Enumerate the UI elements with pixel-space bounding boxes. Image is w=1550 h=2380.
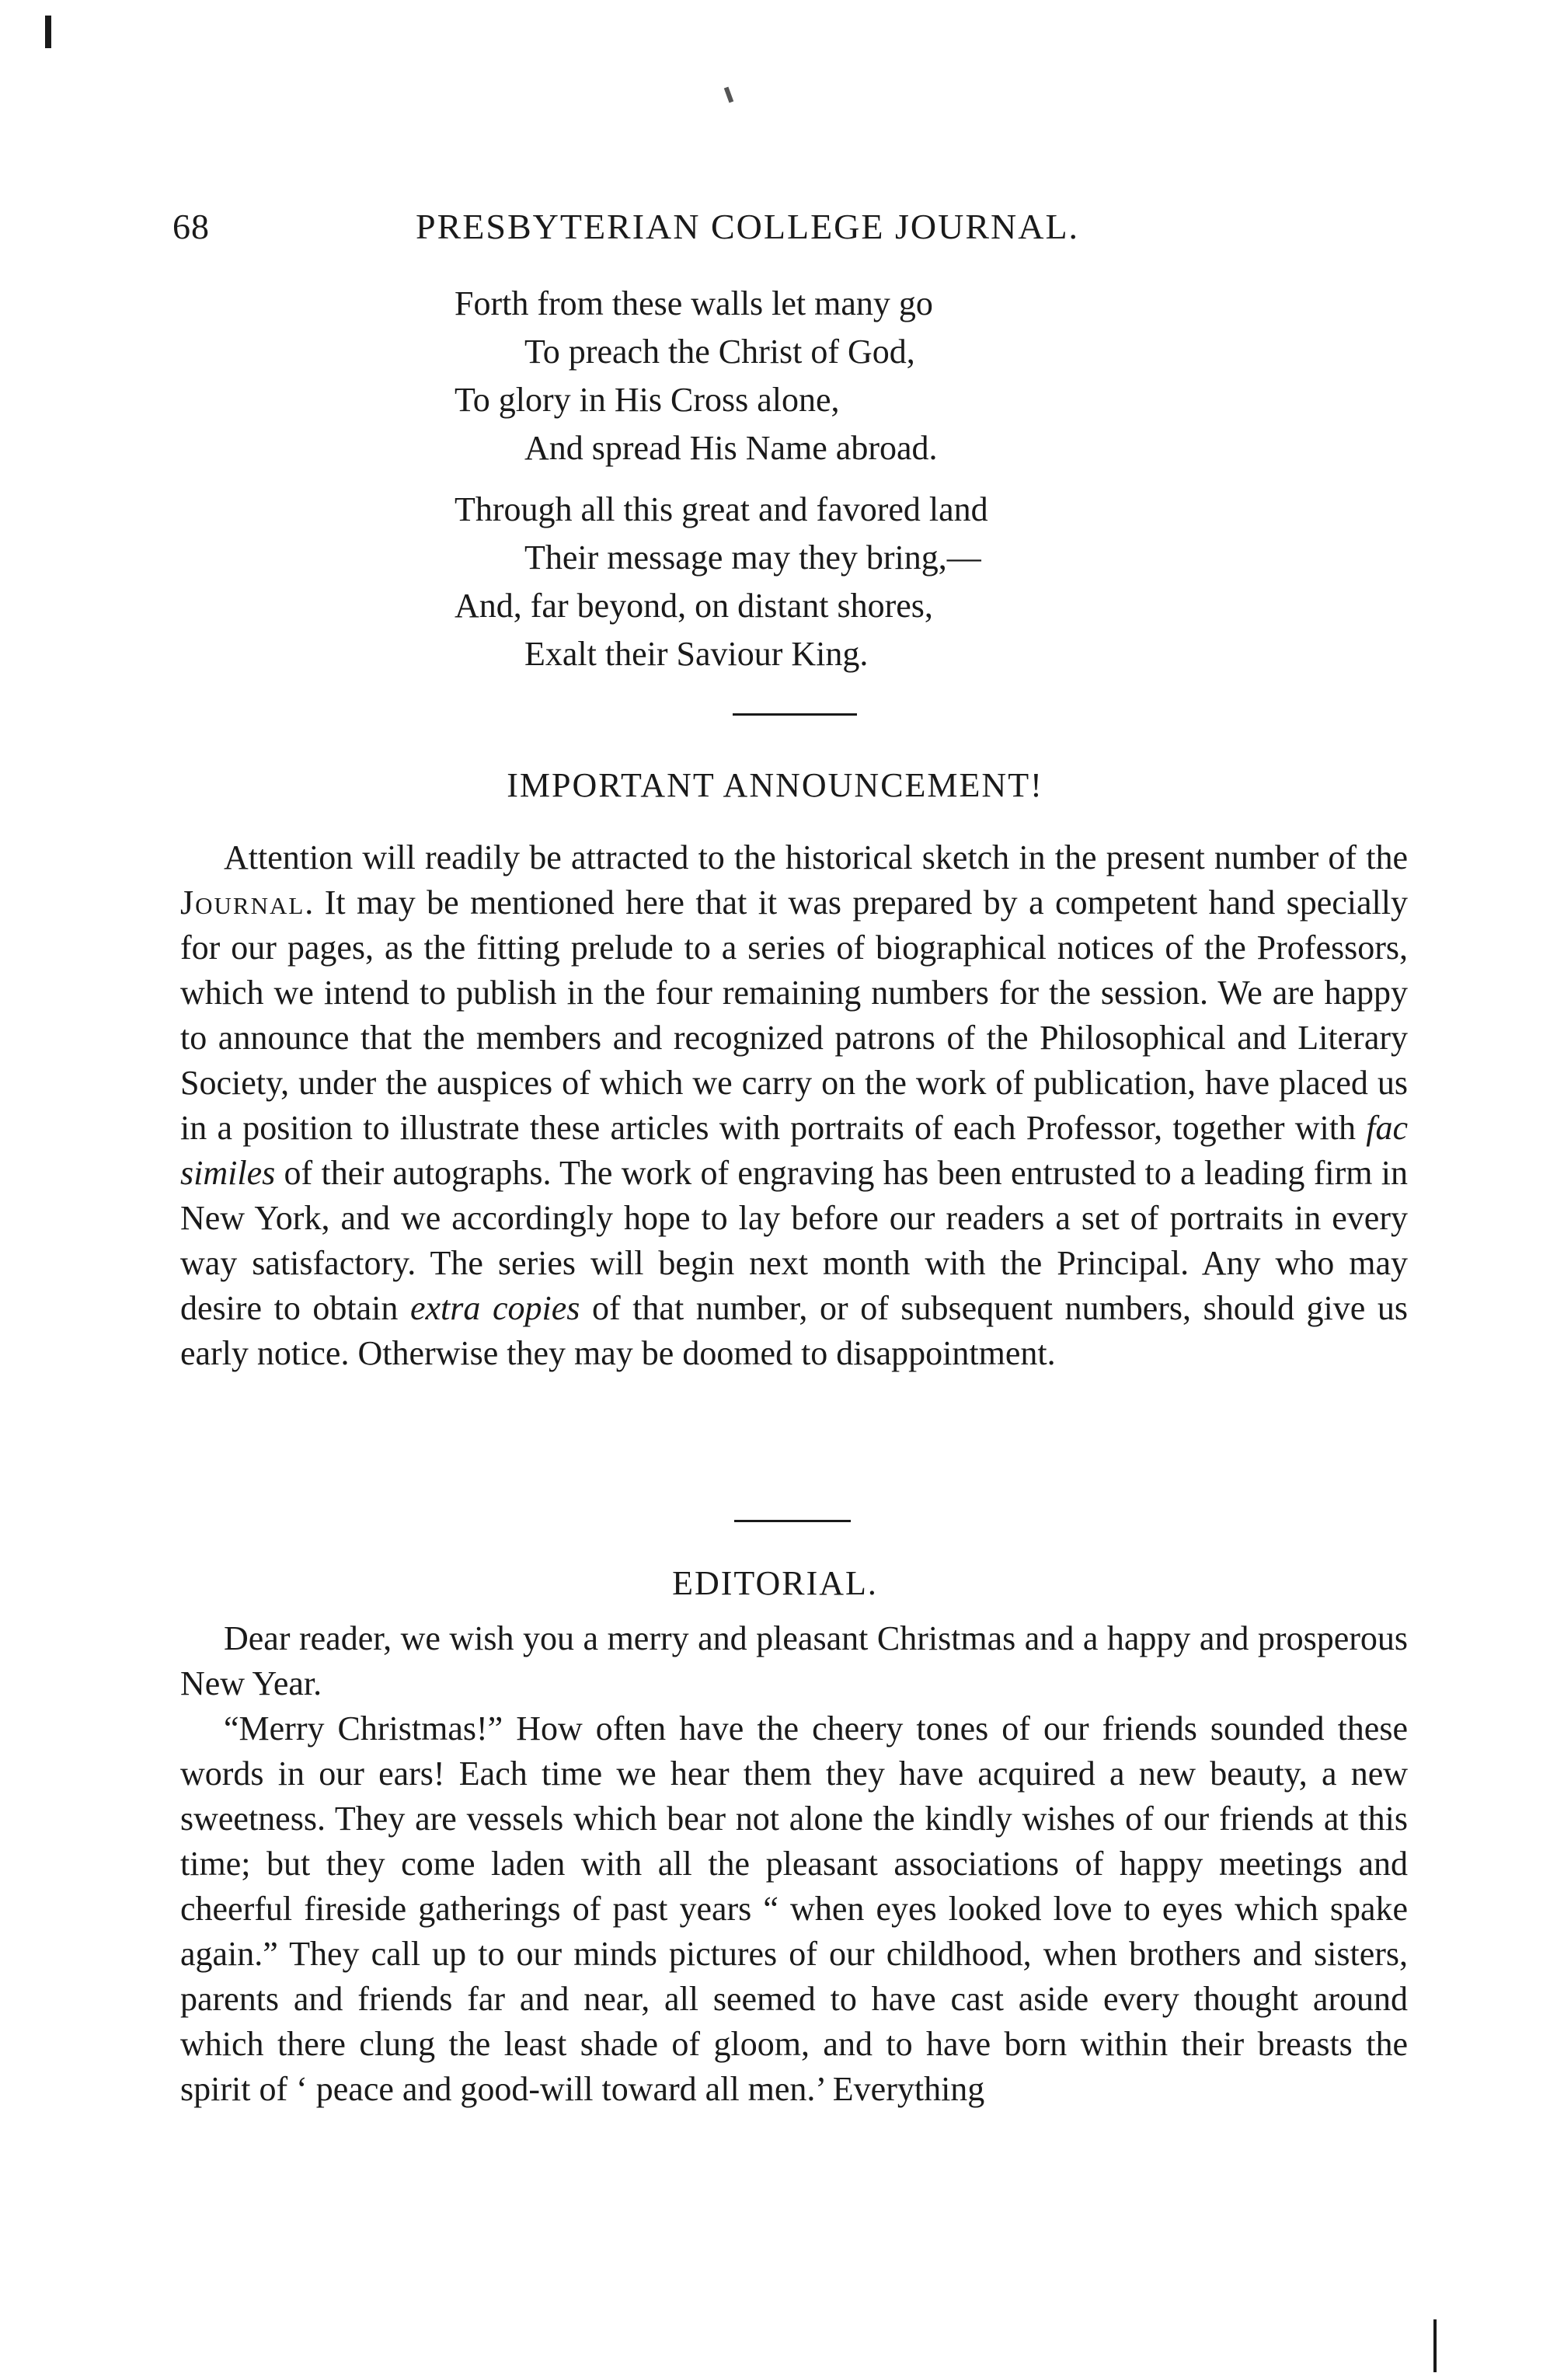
announcement-paragraph	[180, 835, 1408, 1376]
section-divider	[734, 1520, 851, 1522]
poem-line: Their message may they bring,—	[524, 538, 981, 577]
scan-speck	[724, 87, 733, 103]
page-header	[0, 206, 1550, 260]
poem-stanza	[455, 486, 988, 678]
journal-word: Journal	[180, 883, 305, 922]
editorial-paragraph: “Merry Christmas!” How often have the cheery tones of our friends sounded these words in our ears! Each time we hear them they have acquired a new beauty, a new sweetness. They are vessels which bear not alone the kindly wishes of our friends at this time; but they come laden with all the pleasant associations of happy meetings and cheerful fireside gatherings of past years “ when eyes looked love to eyes which spake again.” They call up to our minds pictures of our childhood, when brothers and sisters, parents and friends far and near, all seemed to have cast aside every thought around which there clung the least shade of gloom, and to have born within their breasts the spirit of ‘ peace and good-will toward all men.’ Everything	[180, 1709, 1408, 2108]
poem-line: And, far beyond, on distant shores,	[455, 587, 933, 625]
page-number: 68	[172, 207, 210, 246]
poem-line: To glory in His Cross alone,	[455, 381, 840, 419]
editorial-paragraph: Dear reader, we wish you a merry and pleasant Christmas and a happy and prosperous New Year.	[180, 1619, 1408, 1702]
poem-stanza	[455, 280, 938, 472]
editorial-heading: EDITORIAL.	[672, 1564, 878, 1602]
scan-mark	[45, 16, 51, 48]
announcement-text: of their autographs. The work of engraving has been entrusted to a leading firm in New York, and we accordingly hope to lay before our readers a set of portraits in every way satisfactory. The series will begin next month with the Principal. Any who may desire to obtain	[180, 1154, 1408, 1327]
poem-line: Exalt their Saviour King.	[524, 635, 869, 673]
editorial-body	[180, 1616, 1408, 2112]
announcement-text: . It may be mentioned here that it was prepared by a competent hand specially for our pages, as the fitting prelude to a series of biographical notices of the Professors, which we intend to publish in the four remaining numbers for the session. We are happy to announce that the members and recognized patrons of the Philosophical and Literary Society, under the auspices of which we carry on the work of publication, have placed us in a position to illustrate these articles with portraits of each Professor, together with	[180, 883, 1408, 1147]
poem-line: To preach the Christ of God,	[524, 333, 915, 371]
running-head: PRESBYTERIAN COLLEGE JOURNAL.	[416, 207, 1080, 246]
announcement-text: of that number, or of subsequent numbers, should give us early notice. Otherwise they may be doomed to disappointment.	[180, 1289, 1409, 1372]
italic-phrase: fac similes	[180, 1109, 1408, 1192]
poem-line: Forth from these walls let many go	[455, 284, 933, 322]
announcement-text: Attention will readily be attracted to the historical sketch in the present number of the	[224, 838, 1408, 876]
announcement-body	[180, 835, 1408, 1376]
italic-phrase: extra copies	[410, 1289, 580, 1327]
scan-mark-right	[1433, 2319, 1437, 2372]
section-divider	[733, 713, 857, 716]
poem-line: And spread His Name abroad.	[524, 429, 938, 467]
poem-line: Through all this great and favored land	[455, 490, 988, 528]
announcement-heading: IMPORTANT ANNOUNCEMENT!	[507, 766, 1043, 804]
